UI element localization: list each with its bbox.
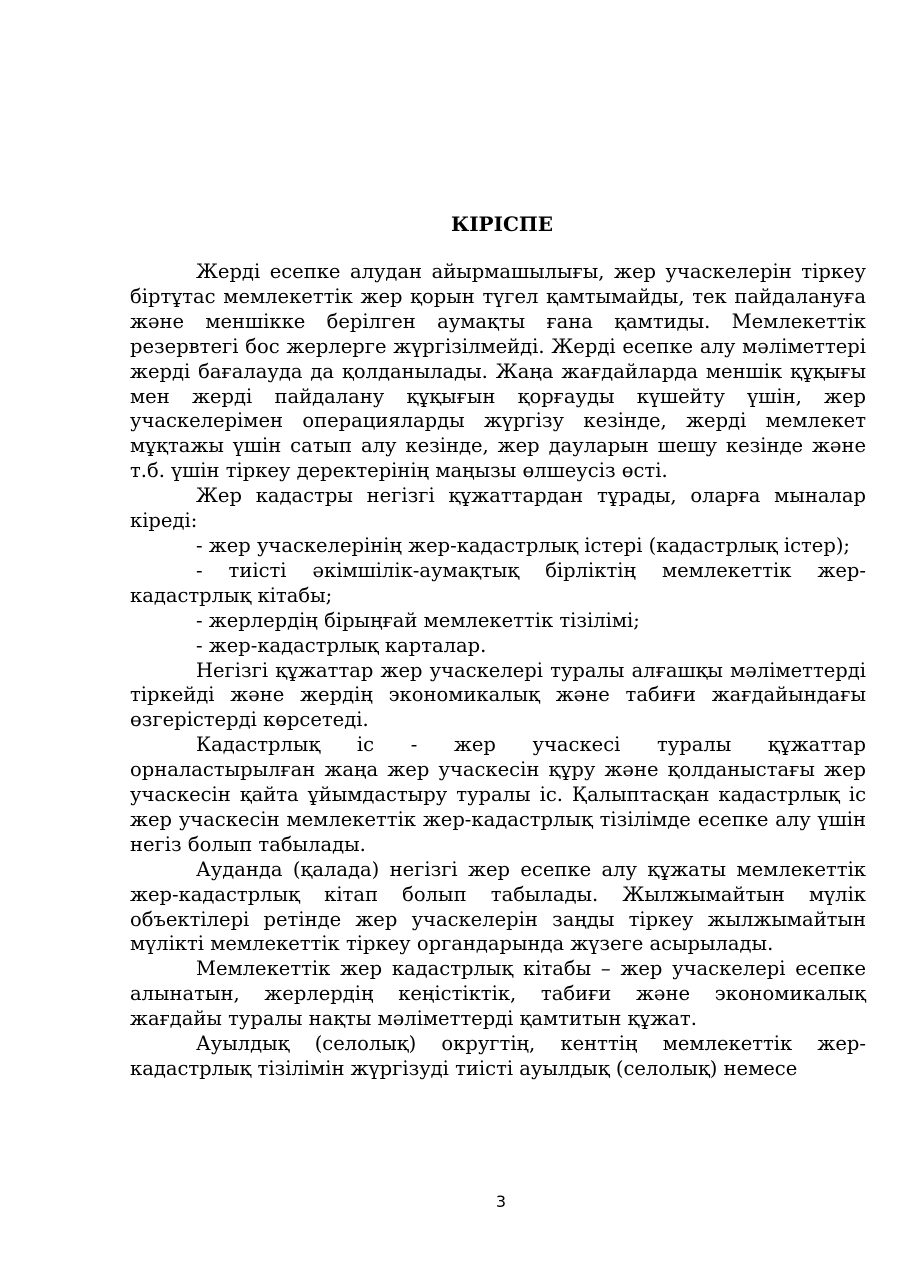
paragraph-rural-register: Ауылдық (селолық) округтің, кенттің мемлекеттік жер-кадастрлық тізілімін жүргізуді тиісті ауылдық (селолық) немесе bbox=[130, 1032, 866, 1080]
paragraph-district-book: Ауданда (қалада) негізгі жер есепке алу құжаты мемлекеттік жер-кадастрлық кітап болып табылады. Жылжымайтын мүлік объектілері ретінде жер учаскелерін заңды тіркеу жылжымайтын мүлікті мемлекеттік тіркеу органдарында жүзеге асырылады. bbox=[130, 857, 866, 956]
page-title: КІРІСПЕ bbox=[451, 212, 553, 236]
paragraph-cadastre-documents-intro: Жер кадастры негізгі құжаттардан тұрады, оларға мыналар кіреді: bbox=[130, 484, 866, 533]
page-number: 3 bbox=[495, 1192, 507, 1211]
paragraph-registration-scope: Жерді есепке алудан айырмашылығы, жер учаскелерін тіркеу біртұтас мемлекеттік жер қорын түгел қамтымайды, тек пайдалануға және меншікке берілген аумақты ғана қамтиды. Мемлекеттік резервтегі бос жерлерге жүргізілмейді. Жерді есепке алу мәліметтері жерді бағалауда да қолданылады. Жаңа жағдайларда меншік құқығы мен жерді пайдалану құқығын қорғауды күшейту үшін, жер учаскелерімен операцияларды жүргізу кезінде, жерді мемлекет мұқтажы үшін сатып алу кезінде, жер дауларын шешу кезінде және т.б. үшін тіркеу деректерінің маңызы өлшеусіз өсті. bbox=[130, 260, 866, 483]
list-item-cadastral-cases: - жер учаскелерінің жер-кадастрлық істері (кадастрлық істер); bbox=[196, 533, 850, 557]
paragraph-main-documents: Негізгі құжаттар жер учаскелері туралы алғашқы мәліметтерді тіркейді және жердің экономикалық және табиғи жағдайындағы өзгерістерді көрсетеді. bbox=[130, 658, 866, 732]
page-content bbox=[130, 208, 866, 1082]
paragraph-cadastral-case: Кадастрлық іс - жер учаскесі туралы құжаттар орналастырылған жаңа жер учаскесін құру және қолданыстағы жер учаскесін қайта ұйымдастыру туралы іс. Қалыптасқан кадастрлық іс жер учаскесін мемлекеттік жер-кадастрлық тізілімде есепке алу үшін негіз болып табылады. bbox=[130, 733, 866, 856]
paragraph-cadastral-book-definition: Мемлекеттік жер кадастрлық кітабы – жер учаскелері есепке алынатын, жерлердің кеңістіктік, табиғи және экономикалық жағдайы туралы нақты мәліметтерді қамтитын құжат. bbox=[130, 957, 866, 1031]
list-item-cadastral-maps: - жер-кадастрлық карталар. bbox=[196, 633, 487, 657]
list-item-cadastral-book: - тиісті әкімшілік-аумақтық бірліктің мемлекеттік жер-кадастрлық кітабы; bbox=[130, 558, 866, 607]
list-item-unified-register: - жерлердің бірыңғай мемлекеттік тізілімі; bbox=[196, 608, 640, 632]
